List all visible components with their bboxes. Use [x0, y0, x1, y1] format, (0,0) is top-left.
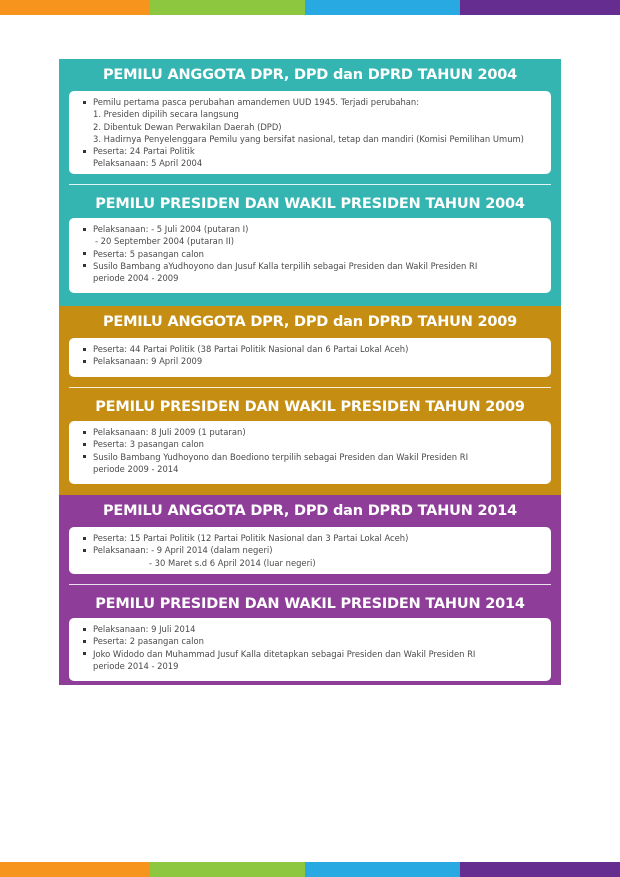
list-item: Pelaksanaan: 9 April 2009 [93, 355, 541, 367]
list-item: Pelaksanaan: - 9 April 2014 (dalam negeri) - 30 Maret s.d 6 April 2014 (luar negeri) [93, 544, 541, 569]
section-title-legislative-2004: PEMILU ANGGOTA DPR, DPD dan DPRD TAHUN 2004 [102, 67, 518, 83]
stripe-orange [0, 0, 150, 15]
stripe-green [150, 0, 305, 15]
list-item: Pelaksanaan: 8 Juli 2009 (1 putaran) [93, 426, 541, 438]
list-item: Pelaksanaan: - 5 Juli 2004 (putaran I) - 20 September 2004 (putaran II) [93, 223, 541, 248]
election-timeline [59, 59, 561, 685]
card-legislative-2004 [69, 91, 551, 174]
section-title-presidential-2004: PEMILU PRESIDEN DAN WAKIL PRESIDEN TAHUN 2004 [95, 196, 525, 212]
list-item: Peserta: 44 Partai Politik (38 Partai Politik Nasional dan 6 Partai Lokal Aceh) [93, 343, 541, 355]
bottom-color-stripe [0, 862, 620, 877]
top-color-stripe [0, 0, 620, 15]
stripe-green [150, 862, 305, 877]
list-item: Peserta: 5 pasangan calon [93, 248, 541, 260]
list-item: Peserta: 2 pasangan calon [93, 635, 541, 647]
section-title-presidential-2014: PEMILU PRESIDEN DAN WAKIL PRESIDEN TAHUN 2014 [95, 596, 525, 612]
list-item: Peserta: 24 Partai Politik [93, 145, 541, 157]
stripe-blue [305, 0, 460, 15]
list-item: Susilo Bambang aYudhoyono dan Jusuf Kalla terpilih sebagai Presiden dan Wakil Presiden RI periode 2004 - 2009 [93, 260, 541, 285]
list-item: Peserta: 3 pasangan calon [93, 438, 541, 450]
card-legislative-2014 [69, 527, 551, 574]
era-2004 [59, 59, 561, 306]
list-item: Joko Widodo dan Muhammad Jusuf Kalla ditetapkan sebagai Presiden dan Wakil Presiden RI periode 2014 - 2019 [93, 648, 541, 673]
card-presidential-2004 [69, 218, 551, 293]
stripe-purple [460, 0, 620, 15]
list-item: Susilo Bambang Yudhoyono dan Boediono terpilih sebagai Presiden dan Wakil Presiden RI periode 2009 - 2014 [93, 451, 541, 476]
card-presidential-2014 [69, 618, 551, 681]
era-2014 [59, 495, 561, 685]
stripe-purple [460, 862, 620, 877]
section-title-legislative-2009: PEMILU ANGGOTA DPR, DPD dan DPRD TAHUN 2009 [102, 314, 518, 330]
list-item: Pelaksanaan: 5 April 2004 [93, 157, 541, 167]
stripe-orange [0, 862, 150, 877]
list-item: Peserta: 15 Partai Politik (12 Partai Politik Nasional dan 3 Partai Lokal Aceh) [93, 532, 541, 544]
section-title-legislative-2014: PEMILU ANGGOTA DPR, DPD dan DPRD TAHUN 2014 [102, 503, 518, 519]
card-presidential-2009 [69, 421, 551, 484]
stripe-blue [305, 862, 460, 877]
era-2009 [59, 306, 561, 495]
list-item: Pemilu pertama pasca perubahan amandemen UUD 1945. Terjadi perubahan: 1. Presiden dipilih secara langsung 2. Dibentuk Dewan Perwakilan Daerah (DPD) 3. Hadirnya Penyelenggara Pemilu yang bersifat nasional, tetap dan mandiri (Komisi Pemilihan Umum) [93, 96, 541, 145]
list-item: Pelaksanaan: 9 Juli 2014 [93, 623, 541, 635]
card-legislative-2009 [69, 338, 551, 377]
section-title-presidential-2009: PEMILU PRESIDEN DAN WAKIL PRESIDEN TAHUN 2009 [95, 399, 525, 415]
